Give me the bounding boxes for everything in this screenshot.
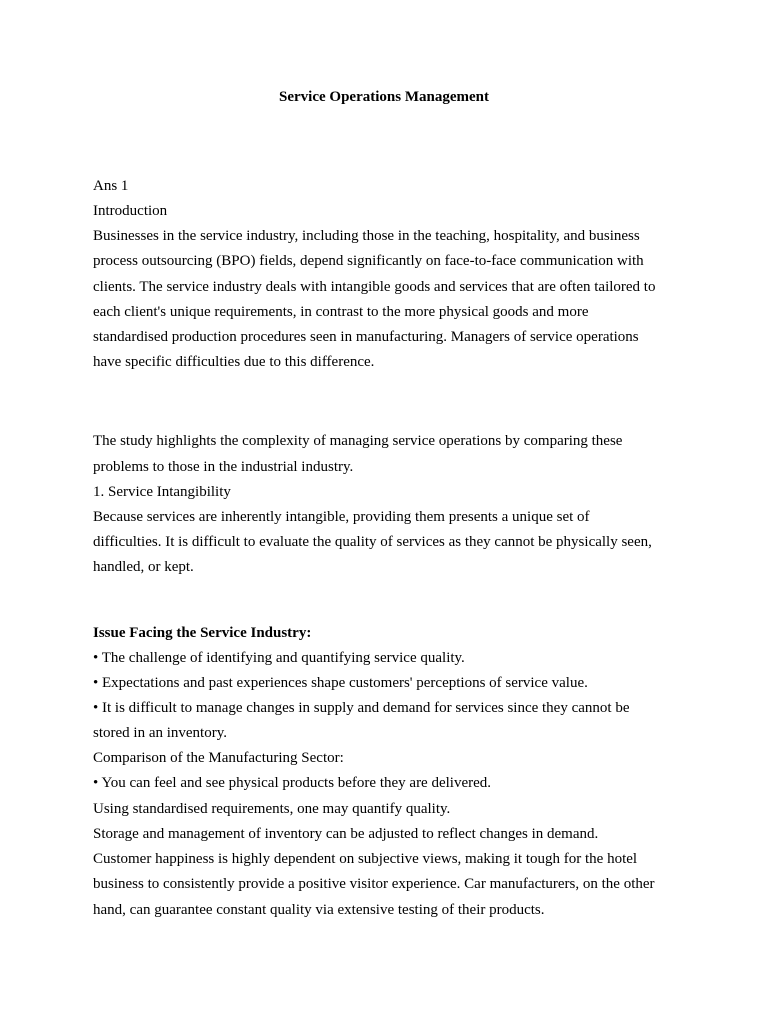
study-line: The study highlights the complexity of managing service operations by comparing these (93, 433, 623, 449)
issue-line: • The challenge of identifying and quantifying service quality. (93, 650, 465, 666)
comparison-heading: Comparison of the Manufacturing Sector: (93, 750, 344, 766)
section1-line: Because services are inherently intangible, providing them presents a unique set of (93, 509, 590, 525)
section1-line: difficulties. It is difficult to evaluate the quality of services as they cannot be physically seen, (93, 534, 652, 550)
issue-line: stored in an inventory. (93, 725, 227, 741)
comparison-line: hand, can guarantee constant quality via extensive testing of their products. (93, 902, 545, 918)
intro-line: process outsourcing (BPO) fields, depend significantly on face-to-face communication with (93, 253, 644, 269)
study-line: problems to those in the industrial industry. (93, 459, 354, 475)
intro-heading: Introduction (93, 203, 168, 219)
issue-line: • It is difficult to manage changes in supply and demand for services since they cannot be (93, 700, 630, 716)
intro-line: clients. The service industry deals with intangible goods and services that are often tailored to (93, 279, 656, 295)
section1-heading: 1. Service Intangibility (93, 484, 231, 500)
intro-line: each client's unique requirements, in contrast to the more physical goods and more (93, 304, 589, 320)
issue-heading: Issue Facing the Service Industry: (93, 625, 312, 641)
comparison-line: Storage and management of inventory can be adjusted to reflect changes in demand. (93, 826, 599, 842)
intro-line: standardised production procedures seen in manufacturing. Managers of service operations (93, 329, 639, 345)
comparison-line: • You can feel and see physical products before they are delivered. (93, 775, 492, 791)
document-title: Service Operations Management (279, 89, 489, 105)
intro-line: have specific difficulties due to this difference. (93, 354, 375, 370)
comparison-line: business to consistently provide a positive visitor experience. Car manufacturers, on the other (93, 876, 655, 892)
comparison-line: Customer happiness is highly dependent on subjective views, making it tough for the hotel (93, 851, 638, 867)
answer-label: Ans 1 (93, 178, 129, 194)
section1-line: handled, or kept. (93, 559, 194, 575)
intro-line: Businesses in the service industry, including those in the teaching, hospitality, and business (93, 228, 640, 244)
comparison-line: Using standardised requirements, one may quantify quality. (93, 801, 451, 817)
issue-line: • Expectations and past experiences shape customers' perceptions of service value. (93, 675, 588, 691)
